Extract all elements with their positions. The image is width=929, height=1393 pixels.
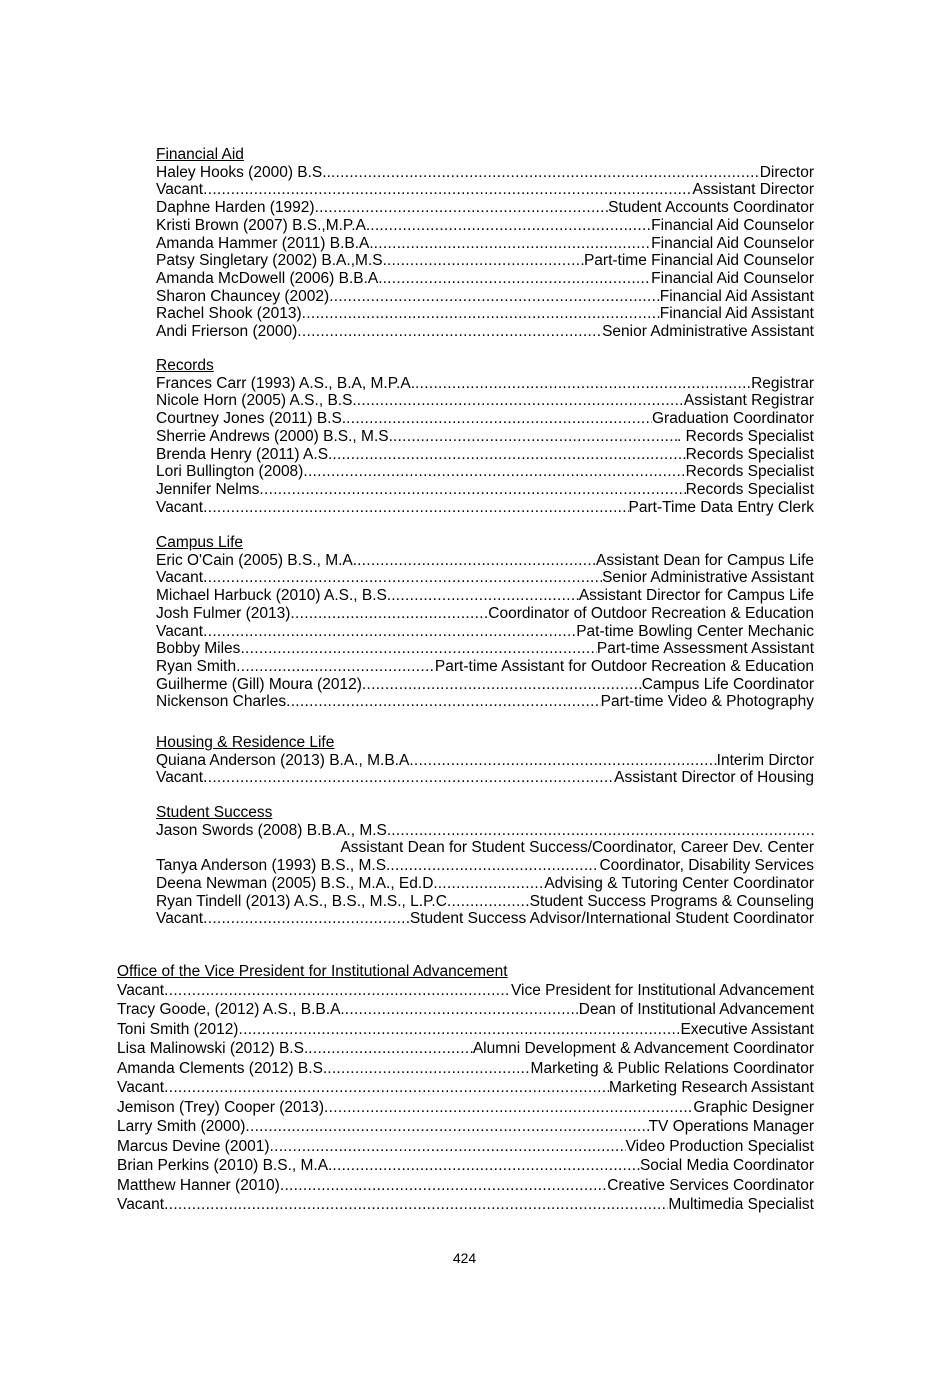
staff-row bbox=[156, 217, 814, 235]
staff-title: Pat-time Bowling Center Mechanic bbox=[576, 622, 814, 640]
staff-title: Marketing & Public Relations Coordinator bbox=[530, 1059, 814, 1077]
section-institutional-advancement bbox=[117, 963, 814, 1215]
staff-row bbox=[117, 1156, 814, 1176]
dot-leader bbox=[327, 1059, 530, 1079]
staff-row bbox=[156, 199, 814, 217]
staff-name: Haley Hooks (2000) B.S.. bbox=[156, 163, 331, 181]
staff-name: Vacant bbox=[117, 1196, 165, 1214]
staff-row bbox=[156, 552, 814, 570]
dot-leader bbox=[409, 752, 716, 770]
staff-title: Vice President for Institutional Advancement bbox=[511, 981, 814, 999]
staff-title: Advising & Tutoring Center Coordinator bbox=[544, 874, 814, 892]
dot-leader bbox=[346, 410, 652, 428]
staff-row bbox=[156, 676, 814, 694]
dot-leader bbox=[345, 1000, 579, 1020]
staff-title: Creative Services Coordinator bbox=[607, 1176, 814, 1194]
staff-name: Sharon Chauncey (2002) bbox=[156, 287, 330, 305]
staff-row bbox=[156, 375, 814, 393]
staff-name: Tanya Anderson (1993) B.S., M.S. bbox=[156, 857, 391, 875]
section-records bbox=[156, 357, 814, 516]
staff-row bbox=[156, 605, 814, 623]
staff-title: Coordinator, Disability Services bbox=[599, 857, 814, 875]
staff-row bbox=[156, 587, 814, 605]
staff-title: Assistant Director of Housing bbox=[614, 769, 814, 787]
dot-leader bbox=[203, 499, 628, 517]
staff-row bbox=[117, 1137, 814, 1157]
staff-name: Vacant bbox=[156, 181, 204, 199]
staff-row bbox=[156, 305, 814, 323]
staff-row bbox=[156, 693, 814, 711]
dot-leader bbox=[280, 1176, 607, 1196]
dot-leader bbox=[324, 1098, 693, 1118]
section-heading: Records bbox=[156, 357, 214, 374]
staff-name: Ryan Smith bbox=[156, 657, 237, 675]
staff-title: Graduation Coordinator bbox=[652, 410, 814, 428]
staff-name: Deena Newman (2005) B.S., M.A., Ed.D. bbox=[156, 874, 438, 892]
dot-leader bbox=[357, 552, 596, 570]
staff-name: Jason Swords (2008) B.B.A., M.S. bbox=[156, 821, 392, 839]
staff-title: Financial Aid Counselor bbox=[651, 269, 814, 287]
dot-leader bbox=[387, 252, 584, 270]
staff-title: Student Accounts Coordinator bbox=[608, 199, 814, 217]
staff-title: Social Media Coordinator bbox=[639, 1157, 814, 1175]
staff-title: Part-time Financial Aid Counselor bbox=[583, 252, 814, 270]
dot-leader bbox=[203, 910, 410, 928]
dot-leader bbox=[383, 270, 652, 288]
staff-name: Patsy Singletary (2002) B.A.,M.S. bbox=[156, 252, 387, 270]
dot-leader bbox=[357, 392, 684, 410]
staff-name: Marcus Devine (2001) bbox=[117, 1137, 270, 1155]
staff-row bbox=[156, 270, 814, 288]
staff-name: Vacant bbox=[156, 910, 204, 928]
staff-row bbox=[156, 463, 814, 481]
staff-title: Assistant Director bbox=[692, 181, 814, 199]
dot-leader bbox=[164, 981, 511, 1001]
staff-row bbox=[156, 181, 814, 199]
staff-name: Toni Smith (2012) bbox=[117, 1020, 239, 1038]
staff-name: Vacant bbox=[117, 1079, 165, 1097]
staff-row bbox=[156, 640, 814, 658]
staff-row bbox=[156, 893, 814, 911]
staff-title: Multimedia Specialist bbox=[668, 1196, 814, 1214]
staff-row bbox=[117, 1098, 814, 1118]
staff-name: Matthew Hanner (2010) bbox=[117, 1176, 280, 1194]
dot-leader bbox=[362, 676, 642, 694]
staff-name: Amanda Clements (2012) B.S. bbox=[117, 1059, 328, 1077]
dot-leader bbox=[203, 569, 602, 587]
staff-row bbox=[156, 323, 814, 341]
staff-row bbox=[156, 875, 814, 893]
staff-row bbox=[156, 235, 814, 253]
staff-title: Records Specialist bbox=[685, 463, 814, 481]
staff-title: Assistant Dean for Campus Life bbox=[596, 551, 814, 569]
dot-leader bbox=[236, 658, 435, 676]
staff-title: Interim Dirctor bbox=[716, 751, 814, 769]
staff-title: Part-time Video & Photography bbox=[600, 693, 814, 711]
staff-name: Andi Frierson (2000) bbox=[156, 323, 298, 341]
section-housing bbox=[156, 734, 814, 787]
staff-row bbox=[156, 658, 814, 676]
dot-leader bbox=[393, 428, 677, 446]
staff-name: Vacant bbox=[156, 622, 204, 640]
staff-name: Amanda Hammer (2011) B.B.A. bbox=[156, 234, 374, 252]
dot-leader bbox=[245, 1117, 648, 1137]
dot-leader bbox=[374, 235, 651, 253]
dot-leader bbox=[203, 623, 576, 641]
dot-leader bbox=[297, 323, 602, 341]
staff-name: Daphne Harden (1992) bbox=[156, 199, 315, 217]
staff-row bbox=[156, 252, 814, 270]
staff-row bbox=[117, 1059, 814, 1079]
staff-title: Dean of Institutional Advancement bbox=[578, 1001, 814, 1019]
staff-row bbox=[156, 769, 814, 787]
dot-leader bbox=[269, 1137, 625, 1157]
staff-row bbox=[156, 822, 814, 840]
staff-title: Financial Aid Counselor bbox=[651, 234, 814, 252]
staff-name: Michael Harbuck (2010) A.S., B.S. bbox=[156, 587, 392, 605]
dot-leader bbox=[238, 1020, 680, 1040]
staff-name: Courtney Jones (2011) B.S. bbox=[156, 410, 347, 428]
staff-name: Eric O'Cain (2005) B.S., M.A. bbox=[156, 551, 358, 569]
staff-name: Amanda McDowell (2006) B.B.A. bbox=[156, 269, 383, 287]
staff-row bbox=[156, 428, 814, 446]
dot-leader bbox=[286, 693, 601, 711]
staff-title: Records Specialist bbox=[685, 480, 814, 498]
staff-name: Kristi Brown (2007) B.S.,M.P.A. bbox=[156, 216, 371, 234]
staff-name: Lisa Malinowski (2012) B.S. bbox=[117, 1040, 309, 1058]
dot-leader bbox=[415, 375, 751, 393]
staff-name: Ryan Tindell (2013) A.S., B.S., M.S., L.P.C bbox=[156, 892, 447, 910]
staff-title: Student Success Advisor/International Student Coordinator bbox=[409, 910, 814, 928]
staff-title: Registrar bbox=[751, 374, 814, 392]
staff-name: Nicole Horn (2005) A.S., B.S. bbox=[156, 392, 357, 410]
staff-row bbox=[156, 857, 814, 875]
staff-row bbox=[117, 1039, 814, 1059]
staff-title-continuation: Assistant Dean for Student Success/Coordinator, Career Dev. Center bbox=[340, 839, 814, 857]
dot-leader bbox=[259, 481, 685, 499]
staff-name: Larry Smith (2000) bbox=[117, 1118, 246, 1136]
staff-name: Vacant bbox=[117, 981, 165, 999]
staff-title: Financial Aid Assistant bbox=[659, 305, 814, 323]
staff-name: Sherrie Andrews (2000) B.S., M.S. bbox=[156, 427, 393, 445]
staff-row bbox=[117, 981, 814, 1001]
dot-leader bbox=[331, 164, 760, 182]
staff-row bbox=[156, 410, 814, 428]
dot-leader bbox=[391, 822, 814, 840]
staff-row bbox=[156, 164, 814, 182]
section-heading: Student Success bbox=[156, 804, 273, 821]
staff-row bbox=[156, 910, 814, 928]
staff-title: Graphic Designer bbox=[693, 1098, 814, 1116]
staff-title: Campus Life Coordinator bbox=[641, 675, 814, 693]
staff-row bbox=[117, 1195, 814, 1215]
dot-leader bbox=[303, 463, 685, 481]
staff-row bbox=[117, 1000, 814, 1020]
staff-row bbox=[156, 569, 814, 587]
dot-leader bbox=[290, 605, 488, 623]
staff-name: Rachel Shook (2013) bbox=[156, 305, 302, 323]
section-financial-aid bbox=[156, 146, 814, 341]
staff-title: Student Success Programs & Counseling bbox=[529, 892, 814, 910]
staff-title: Assistant Director for Campus Life bbox=[578, 587, 814, 605]
staff-title: Part-Time Data Entry Clerk bbox=[628, 498, 814, 516]
staff-title: Director bbox=[759, 163, 814, 181]
section-heading: Financial Aid bbox=[156, 146, 244, 163]
dot-leader bbox=[203, 769, 614, 787]
staff-name: Jennifer Nelms bbox=[156, 480, 260, 498]
staff-title: Alumni Development & Advancement Coordinator bbox=[472, 1040, 814, 1058]
staff-name: Vacant bbox=[156, 498, 204, 516]
staff-row bbox=[156, 623, 814, 641]
staff-row bbox=[156, 499, 814, 517]
staff-name: Quiana Anderson (2013) B.A., M.B.A bbox=[156, 751, 410, 769]
staff-title: Financial Aid Counselor bbox=[651, 216, 814, 234]
staff-name: Frances Carr (1993) A.S., B.A, M.P.A. bbox=[156, 374, 416, 392]
staff-row bbox=[117, 1020, 814, 1040]
staff-row bbox=[117, 1176, 814, 1196]
staff-name: Brenda Henry (2011) A.S. bbox=[156, 445, 333, 463]
staff-row bbox=[156, 446, 814, 464]
staff-name: Bobby Miles bbox=[156, 640, 241, 658]
dot-leader bbox=[438, 875, 545, 893]
staff-name: Brian Perkins (2010) B.S., M.A. bbox=[117, 1157, 333, 1175]
staff-title: . Records Specialist bbox=[677, 427, 814, 445]
dot-leader bbox=[240, 640, 596, 658]
dot-leader bbox=[302, 305, 660, 323]
section-heading: Office of the Vice President for Institutional Advancement bbox=[117, 963, 508, 980]
section-campus-life bbox=[156, 534, 814, 711]
section-heading: Housing & Residence Life bbox=[156, 734, 335, 751]
staff-title: Coordinator of Outdoor Recreation & Education bbox=[488, 604, 814, 622]
staff-name: Josh Fulmer (2013) bbox=[156, 604, 291, 622]
page-number: 424 bbox=[452, 1250, 477, 1266]
section-student-success bbox=[156, 804, 814, 928]
staff-title: Senior Administrative Assistant bbox=[602, 569, 814, 587]
staff-row bbox=[156, 752, 814, 770]
staff-title: Senior Administrative Assistant bbox=[602, 323, 814, 341]
staff-name: Tracy Goode, (2012) A.S., B.B.A. bbox=[117, 1001, 345, 1019]
dot-leader bbox=[315, 199, 609, 217]
staff-row bbox=[156, 288, 814, 306]
dot-leader bbox=[164, 1078, 609, 1098]
staff-title: Part-time Assessment Assistant bbox=[596, 640, 814, 658]
staff-title: Financial Aid Assistant bbox=[659, 287, 814, 305]
staff-title: Video Production Specialist bbox=[625, 1137, 814, 1155]
staff-row bbox=[156, 392, 814, 410]
dot-leader bbox=[332, 1156, 640, 1176]
dot-leader bbox=[390, 857, 599, 875]
dot-leader bbox=[329, 288, 660, 306]
staff-name: Guilherme (Gill) Moura (2012) bbox=[156, 675, 362, 693]
staff-name: Vacant bbox=[156, 569, 204, 587]
dot-leader bbox=[203, 181, 692, 199]
staff-row bbox=[156, 481, 814, 499]
staff-name: Vacant bbox=[156, 769, 204, 787]
staff-title: TV Operations Manager bbox=[648, 1118, 814, 1136]
staff-title: Marketing Research Assistant bbox=[608, 1079, 814, 1097]
dot-leader bbox=[308, 1039, 473, 1059]
staff-name: Nickenson Charles bbox=[156, 693, 287, 711]
section-heading: Campus Life bbox=[156, 534, 244, 551]
dot-leader bbox=[391, 587, 579, 605]
dot-leader bbox=[164, 1195, 668, 1215]
staff-name: Lori Bullington (2008) bbox=[156, 463, 304, 481]
dot-leader bbox=[332, 446, 685, 464]
staff-title: Part-time Assistant for Outdoor Recreation & Education bbox=[434, 657, 814, 675]
staff-title: Assistant Registrar bbox=[683, 392, 814, 410]
dot-leader bbox=[447, 893, 530, 911]
staff-title: Records Specialist bbox=[685, 445, 814, 463]
dot-leader bbox=[370, 217, 651, 235]
staff-name: Jemison (Trey) Cooper (2013) bbox=[117, 1098, 325, 1116]
staff-row bbox=[117, 1117, 814, 1137]
staff-title: Executive Assistant bbox=[680, 1020, 814, 1038]
staff-row bbox=[117, 1078, 814, 1098]
